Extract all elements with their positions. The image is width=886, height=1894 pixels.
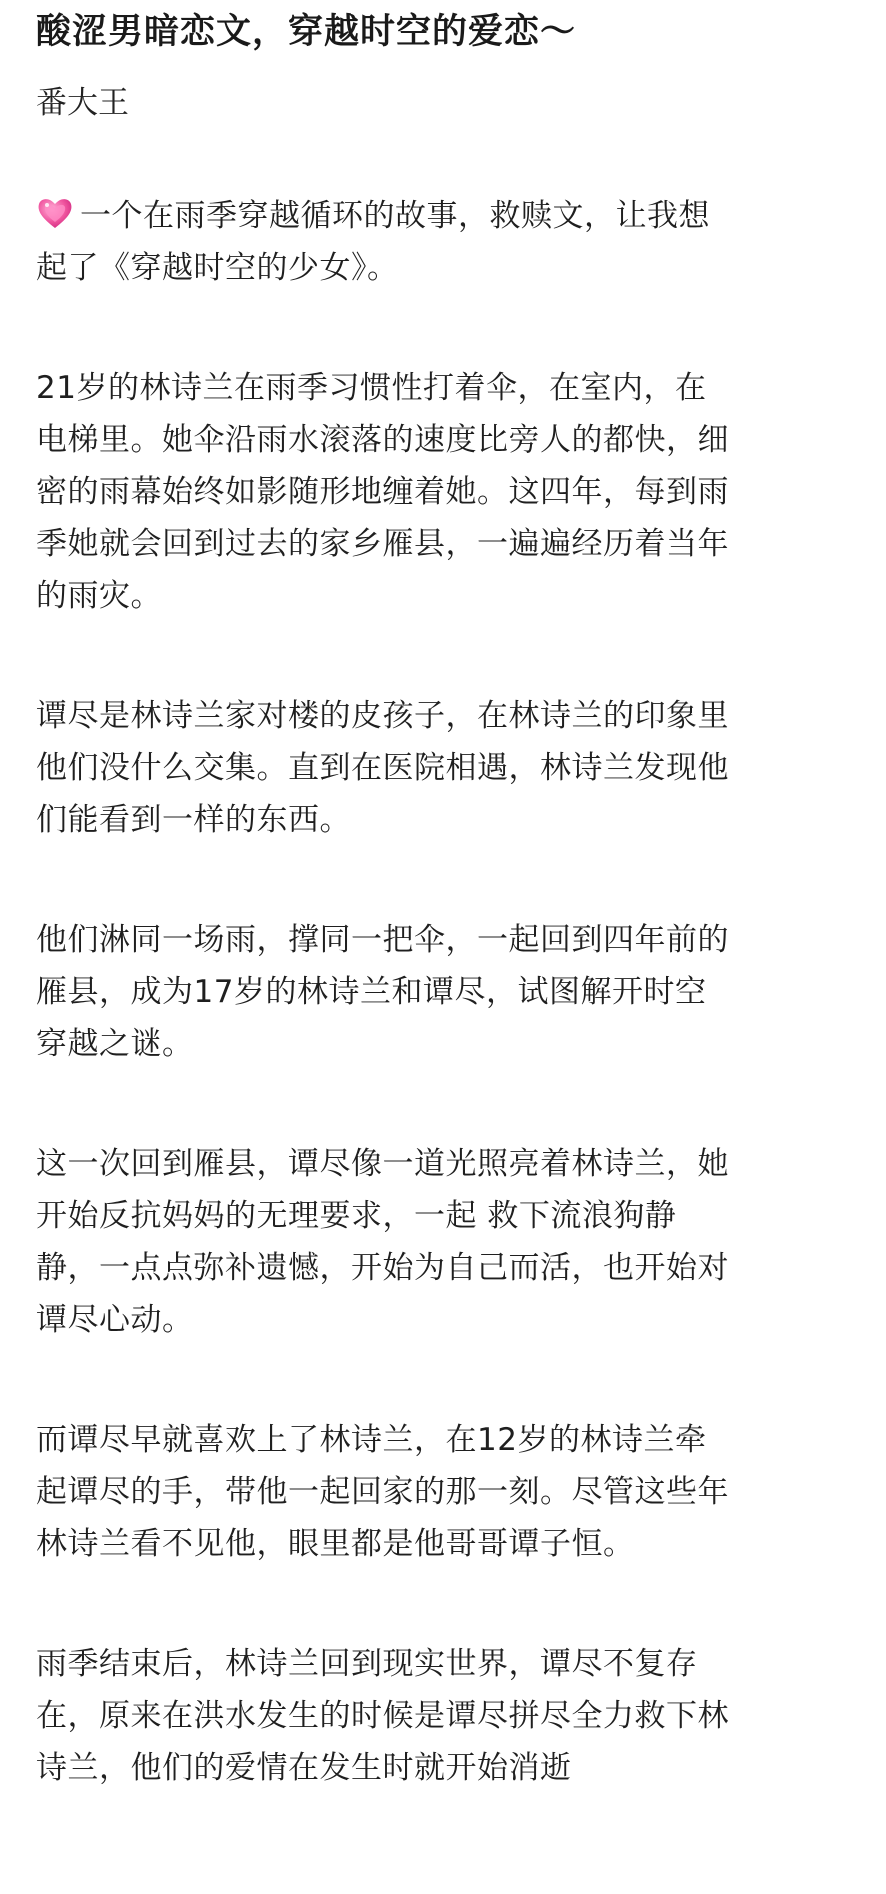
paragraph-line: 谭尽心动。 <box>36 1302 194 1338</box>
paragraph-3 <box>36 690 852 846</box>
paragraph-line: 静，一点点弥补遗憾，开始为自己而活，也开始对 <box>36 1250 729 1286</box>
paragraph-line: 他们淋同一场雨，撑同一把伞，一起回到四年前的 <box>36 922 729 958</box>
post-author: 番大王 <box>36 85 129 121</box>
paragraph-line: 们能看到一样的东西。 <box>36 802 351 838</box>
paragraph-line: 密的雨幕始终如影随形地缠着她。这四年，每到雨 <box>36 474 729 510</box>
paragraph-1 <box>36 190 852 294</box>
paragraph-7 <box>36 1638 852 1794</box>
paragraph-line: 这一次回到雁县，谭尽像一道光照亮着林诗兰，她 <box>36 1146 729 1182</box>
post-body <box>36 190 852 1862</box>
post-title: 酸涩男暗恋文，穿越时空的爱恋～ <box>36 12 577 52</box>
paragraph-line: 季她就会回到过去的家乡雁县，一遍遍经历着当年 <box>36 526 729 562</box>
paragraph-line: 的雨灾。 <box>36 578 162 614</box>
paragraph-line: 雁县，成为17岁的林诗兰和谭尽，试图解开时空 <box>36 974 707 1010</box>
sparkling-heart-icon <box>36 194 74 228</box>
paragraph-5 <box>36 1138 852 1346</box>
paragraph-line: 谭尽是林诗兰家对楼的皮孩子，在林诗兰的印象里 <box>36 698 729 734</box>
paragraph-line: 林诗兰看不见他，眼里都是他哥哥谭子恒。 <box>36 1526 635 1562</box>
paragraph-2 <box>36 362 852 622</box>
paragraph-6 <box>36 1414 852 1570</box>
paragraph-line: 起谭尽的手，带他一起回家的那一刻。尽管这些年 <box>36 1474 729 1510</box>
paragraph-line: 而谭尽早就喜欢上了林诗兰，在12岁的林诗兰牵 <box>36 1422 707 1458</box>
paragraph-4 <box>36 914 852 1070</box>
paragraph-line: 他们没什么交集。直到在医院相遇，林诗兰发现他 <box>36 750 729 786</box>
paragraph-line: 穿越之谜。 <box>36 1026 194 1062</box>
paragraph-line: 雨季结束后，林诗兰回到现实世界，谭尽不复存 <box>36 1646 698 1682</box>
paragraph-line: 电梯里。她伞沿雨水滚落的速度比旁人的都快，细 <box>36 422 729 458</box>
paragraph-line: 21岁的林诗兰在雨季习惯性打着伞，在室内，在 <box>36 370 707 406</box>
paragraph-line: 起了《穿越时空的少女》。 <box>36 250 399 286</box>
paragraph-line: 诗兰，他们的爱情在发生时就开始消逝 <box>36 1750 572 1786</box>
paragraph-line: 在，原来在洪水发生的时候是谭尽拼尽全力救下林 <box>36 1698 729 1734</box>
paragraph-line: 开始反抗妈妈的无理要求，一起 救下流浪狗静 <box>36 1198 677 1234</box>
paragraph-line: 一个在雨季穿越循环的故事，救赎文，让我想 <box>36 190 852 242</box>
